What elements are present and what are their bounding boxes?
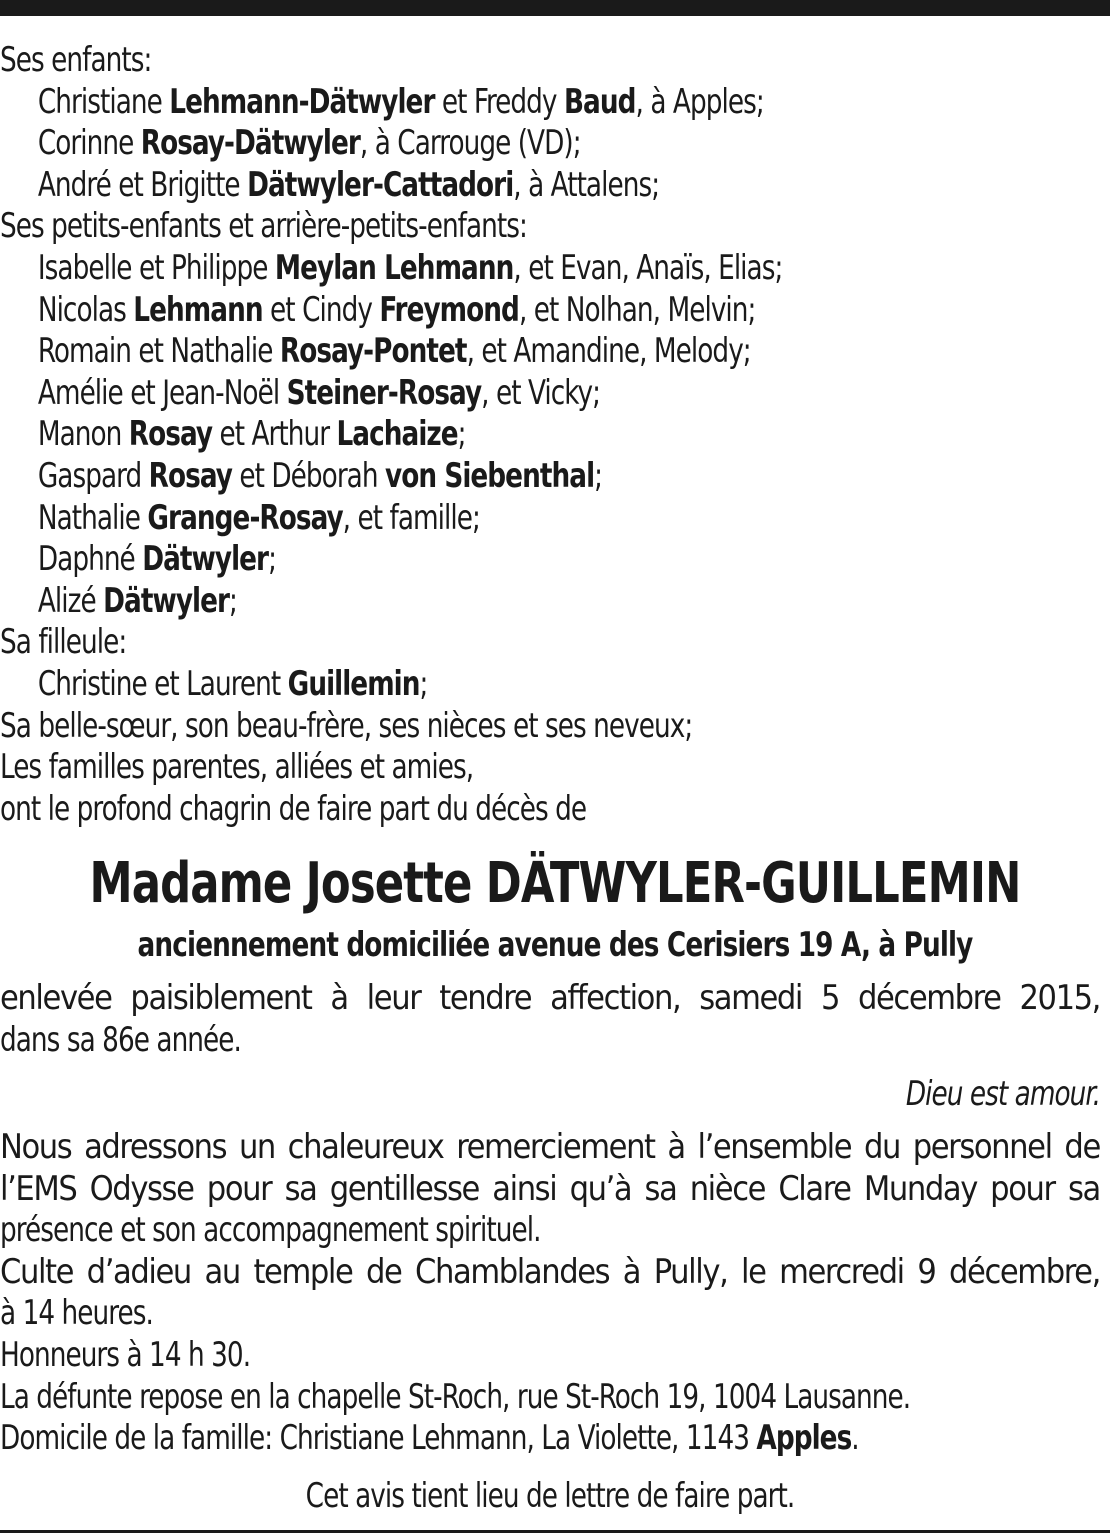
home-line: Domicile de la famille: Christiane Lehmann, La Violette, 1143 Apples. (0, 1418, 859, 1459)
word: sa (1067, 1168, 1100, 1209)
deceased-address: anciennement domiciliée avenue des Cerisiers 19 A, à Pully (137, 925, 973, 965)
closing-line: Sa belle-sœur, son beau-frère, ses nièces et ses neveux; (0, 705, 693, 746)
word: Culte (0, 1251, 74, 1292)
word: paisiblement (130, 978, 312, 1018)
family-entry: Nicolas Lehmann et Cindy Freymond, et Nolhan, Melvin; (37, 289, 756, 330)
section-heading-children: Ses enfants: (0, 40, 152, 80)
word: de (1064, 1127, 1100, 1167)
footer-note: Cet avis tient lieu de lettre de faire part. (305, 1476, 795, 1516)
bottom-rule (0, 1530, 1110, 1533)
word: un (238, 1127, 275, 1167)
justified-line (0, 1252, 1100, 1294)
word: nièce (689, 1168, 766, 1209)
deceased-name: Madame Josette DÄTWYLER-GUILLEMIN (89, 851, 1021, 916)
passing-paragraph (0, 978, 1100, 1061)
word: tendre (439, 978, 532, 1018)
family-entry: Manon Rosay et Arthur Lachaize; (37, 414, 466, 455)
word: 5 (820, 978, 840, 1018)
word: enlevée (0, 978, 112, 1018)
word: Nous (0, 1127, 72, 1167)
rest-line: La défunte repose en la chapelle St-Roch, rue St-Roch 19, 1004 Lausanne. (0, 1376, 911, 1417)
quote: Dieu est amour. (905, 1074, 1100, 1114)
family-entry: Romain et Nathalie Rosay-Pontet, et Amandine, Melody; (37, 331, 751, 372)
family-entry: Christine et Laurent Guillemin; (37, 663, 428, 704)
family-entry: Amélie et Jean-Noël Steiner-Rosay, et Vicky; (37, 372, 601, 413)
closing-line: Les familles parentes, alliées et amies, (0, 747, 474, 788)
top-rule (0, 0, 1110, 16)
thanks-paragraph (0, 1127, 1100, 1460)
word: adressons (84, 1127, 227, 1167)
word: chaleureux (287, 1127, 444, 1167)
word: Pully, (653, 1251, 728, 1292)
word: 9 (917, 1251, 936, 1292)
family-entry: Isabelle et Philippe Meylan Lehmann, et Evan, Anaïs, Elias; (37, 247, 783, 288)
word: décembre, (949, 1251, 1100, 1292)
word: affection, (550, 978, 681, 1018)
word: du (863, 1127, 900, 1167)
word: leur (366, 978, 421, 1018)
family-list (0, 40, 1110, 830)
word: l’ensemble (697, 1127, 852, 1167)
word: 2015, (1019, 978, 1100, 1018)
family-entry: Christiane Lehmann-Dätwyler et Freddy Baud, à Apples; (37, 81, 764, 122)
word: pour (206, 1168, 272, 1209)
justified-line (0, 978, 1100, 1020)
word: d’adieu (86, 1251, 191, 1292)
honours-line: Honneurs à 14 h 30. (0, 1334, 251, 1375)
word: pour (990, 1168, 1055, 1209)
family-entry: Gaspard Rosay et Déborah von Siebenthal; (37, 455, 603, 496)
word: personnel (912, 1127, 1052, 1167)
word: au (204, 1251, 240, 1292)
word: sa (284, 1168, 317, 1209)
word: décembre (857, 978, 1001, 1018)
family-entry: Alizé Dätwyler; (37, 580, 237, 621)
footer-block (0, 1476, 1100, 1518)
section-heading-grandchildren: Ses petits-enfants et arrière-petits-enfants: (0, 206, 527, 247)
word: le (740, 1251, 766, 1292)
quote-block (0, 1074, 1100, 1116)
word: à (330, 978, 348, 1018)
family-entry: Daphné Dätwyler; (37, 539, 277, 580)
word: ainsi (492, 1168, 557, 1209)
justified-line (0, 1127, 1100, 1169)
section-heading-goddaughter: Sa filleule: (0, 622, 127, 663)
closing-line: ont le profond chagrin de faire part du décès de (0, 788, 587, 829)
word: à (667, 1127, 685, 1167)
word: gentillesse (329, 1168, 479, 1209)
word: remerciement (456, 1127, 655, 1167)
word: l’EMS (0, 1168, 77, 1209)
passing-line-2: dans sa 86e année. (0, 1019, 241, 1060)
word: Munday (863, 1168, 977, 1209)
word: Odysse (89, 1168, 194, 1209)
word: Chamblandes (415, 1251, 610, 1292)
word: sa (644, 1168, 677, 1209)
justified-line (0, 1169, 1100, 1211)
word: temple (253, 1251, 353, 1292)
family-entry: Corinne Rosay-Dätwyler, à Carrouge (VD); (37, 123, 581, 164)
word: de (366, 1251, 402, 1292)
service-line-2: à 14 heures. (0, 1293, 153, 1334)
thanks-line-3: présence et son accompagnement spirituel. (0, 1210, 541, 1251)
word: samedi (699, 978, 803, 1018)
word: à (622, 1251, 641, 1292)
word: qu’à (569, 1168, 632, 1209)
word: Clare (778, 1168, 851, 1209)
family-entry: André et Brigitte Dätwyler-Cattadori, à Attalens; (37, 164, 660, 205)
word: mercredi (779, 1251, 904, 1292)
family-entry: Nathalie Grange-Rosay, et famille; (37, 497, 480, 538)
